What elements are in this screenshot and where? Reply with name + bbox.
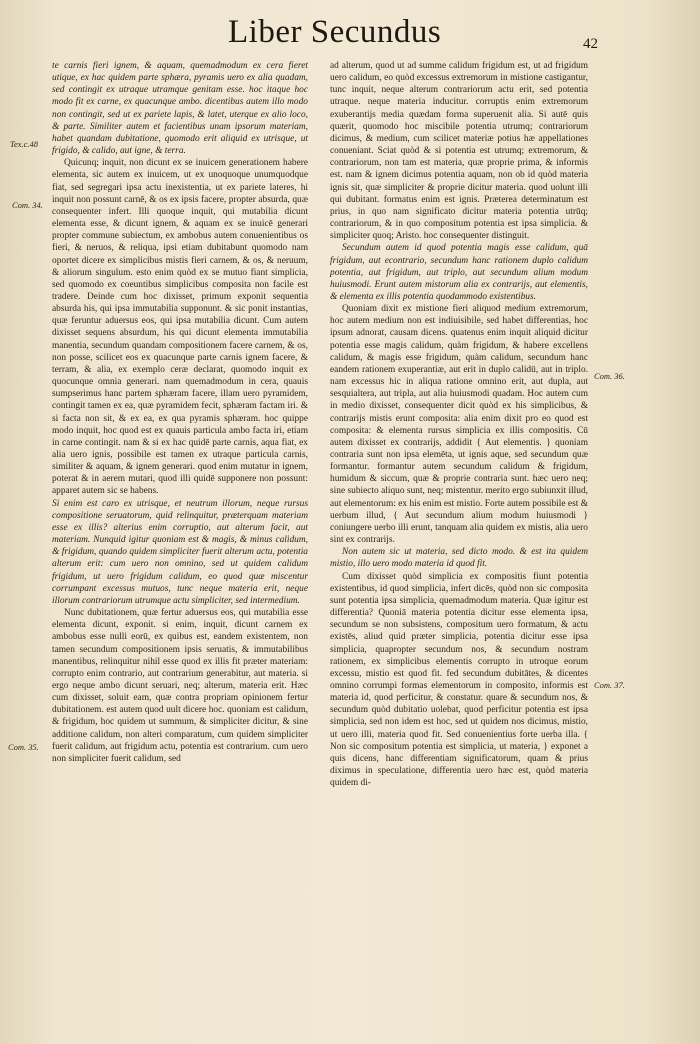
page-number: 42: [583, 36, 598, 52]
aristotle-text-paragraph: te carnis fieri ignem, & aquam, quemadmodum ex cera fieret utique, ex hac quidem parte sphæra, pyramis uero ex alia quadam, sed contingit ex utraque utramque genitam esse. hoc itaque hoc modo fit ex carne, ex quacunque ambo. dicentibus autem illo modo non contingit, sed ut ex pariete lapis, & latet, uterque ex alio loco, & parte. Similiter autem et facientibus unam ipsorum materiam, habet quandam dubitatione, quomodo erit aliquid ex utrisque, ut frigido, & calido, aut igne, & terra.: [52, 61, 308, 157]
margin-note-commentary-37: Com. 37.: [594, 680, 625, 690]
commentary-paragraph: Quoniam dixit ex mistione fieri aliquod medium extremorum, hoc autem medium non est indiuisibile, sed habet differentias, hoc ipsum adnorat, causam dicens. quatenus enim inquit aliquid dicitur potentia esse magis calidum, quàm frigidum, & habere excellens calidum, & magis esse frigidum, quàm calidum, secundum hanc eandem rationem exuperantiæ, aut erit in duplo calidū, aut in triplo. nam excessus hic in aliqua ratione omnino erit, aut dupla, aut sesquialtera, aut tripla, aut alia huiusmodi quadam. Hoc autem cum in medio dixisset, consequenter dicit quòd ex his simplicibus, & contrarijs mistis erunt composita: alia enim dixit pro eo quod est composita: & elementa rursus simplicia ex illis compositis. Cū autem dixisset ex contrarijs, addidit { Aut elementis. } quoniam contraria sunt non ipsa elemēta, ut ignis aque, sed secundum quæ formantur. formantur autem secundum calidum & frigidum, humidum & siccum, quæ & proprie contraria sunt. hæc uero neq; sine subiecto aliquo sunt, neq; mistentur. merito ergo subiunxit illud, aut elementorum: ex his enim est mistio. Forte autem possibile est & uerbum illud, { Aut secundum alium modum huiusmodi } coniungere uerbo illi erunt, tanquam alia quidem ex mistis, alia uero sint ex contrarijs.: [330, 304, 588, 546]
running-header-title: Liber Secundus: [228, 14, 442, 50]
aristotle-text-paragraph: Non autem sic ut materia, sed dicto modo. & est ita quidem mistio, illo uero modo materia id quod fit.: [330, 547, 588, 570]
right-text-column: [330, 60, 588, 789]
commentary-paragraph: Nunc dubitationem, quæ fertur aduersus eos, qui mutabilia esse elementa dicunt, exponit. si enim, inquit, dicunt carnem ex ambobus esse nulli eorū, ex quibus est, eandem existentem, non tamen secundum compositionem ipsis seruatis, & immutabilibus manentibus, relinquitur nihil esse quod ex illis fit præter materiam: corrupto enim contrario, aut contrarium generabitur, aut materia. si ergo neque ambo dicunt seruari, neq; alterum, materia erit. Hæc cum dixisset, soluit eam, quæ contra propriam opinionem fertur dubitationem. est autem quod uult dicere hoc. quoniam est calidum, & frigidum, hoc quidem ut summum, & simpliciter dicitur, & sine additione calidum, non alteri comparatum, cum quidem simpliciter fuerit calidum, aut frigidum actu, potentia est contrarium. cum uero non simpliciter fuerit calidum, sed: [52, 608, 308, 764]
commentary-paragraph: Cum dixisset quòd simplicia ex compositis fiunt potentia existentibus, id quod simplicia, infert dicēs, quòd non sic composita sunt potentia ipsa simplicia, quemadmodum materia. Quæ igitur est differentia? Quoniā materia potentia dicitur esse elementa ipsa, secundum se non subsistens, compositum uero formatum, & actu existēs, aliud quid præter simplicia, potentia dicitur esse ipsa simplicia, quapropter secundum nos, & secundum nostram rationem, ex simplicibus elementis corrupto in utroque eorum excessu, mistio est quod fit. fed secundum dubitātes, & dicentes omnino corrumpi formas elementorum in composito, informis est materia id, quod perficitur, & constatur. quare & secundum nos, & secundum quòd dubitatio uolebat, quod perficitur potentia est ipsa simplicia, sed non idem est hoc, sed ut quidem nos dicimus, mistio, ut uero illi, materia quod fit. Sed conuenientius forte uerba illa. { Non sic compositum potentia est simplicia, ut materia, } exponet a quis dicens, hanc differentiam significatorum, quam & prius diximus in speculatione, differentia uero hæc est, quòd materia quidem di-: [330, 571, 588, 789]
margin-note-commentary-35: Com. 35.: [8, 742, 39, 752]
aristotle-text-paragraph: Si enim est caro ex utrisque, et neutrum illorum, neque rursus compositione seruatorum, quid relinquitur, præterquam materiam esse ex illis? alterius enim corruptio, aut alterum facit, aut materiam. Nunquid igitur quoniam est & magis, & minus calidum, & frigidum, quando quidem simpliciter fuerit alterum actu, potentia alterum erit: cum uero non omnino, sed ut quidem calidum frigidum, ut uero frigidum calidum, eo quod quæ miscentur corrumpant excessus mutuos, tunc neque materia erit, neque illorum contrariorum utrumque actu simpliciter, sed intermedium.: [52, 498, 308, 606]
commentary-paragraph: ad alterum, quod ut ad summe calidum frigidum est, ut ad frigidum uero calidum, eo quòd excessus extremorum in mistione castigantur, tunc inquit, neque alterum contrariorum actu erit, sed potentia utraque. neque materia inducitur. corruptis enim extremorum exuberantijs media quædam forma superuenit alia. Si autē quis quærit, quomodo hoc miscibile potentia utrumq; contrariorum dicimus, & medium, cum scilicet materiæ potius hæ appellationes conueniant. Sciat quòd & si potentia est utrumq; extremorum, & contrariorum, non tam est materia, quæ proprie prima, & informis est. nam & ignem dicimus potentia aquam, non ob id quòd materia ignis sit, quæ simpliciter & proprie dicitur materia. quod uolunt illi qui dubitant. formatus enim est ignis. Præterea determinatum est prius, in quo nam significato dicitur materia potentia utrūq; contrariorum, & in quo compositum potentia est ipsa simplicia. & simpliciter quoq; Aristo. hoc consequenter distinguit.: [330, 61, 588, 242]
margin-note-commentary-36: Com. 36.: [594, 371, 625, 381]
aristotle-text-paragraph: Secundum autem id quod potentia magis esse calidum, quā frigidum, aut econtrario, secundum hanc rationem duplo calidum potentia, aut frigidum, aut triplo, aut secundum alium modum huiusmodi. Erunt autem mistorum alia ex contrarijs, aut elementis, & elementa ex illis potentia quodammodo existentibus.: [330, 243, 588, 302]
margin-note-text-reference: Tex.c.48: [10, 139, 39, 149]
margin-note-commentary-34: Com. 34.: [12, 200, 43, 210]
commentary-paragraph: Quicunq; inquit, non dicunt ex se inuicem generationem habere elementa, sic autem ex inuicem, ut ex unoquoque unumquodque fiat, sed segregari ipsa actu inexistentia, ut ex pariete lateres, hi inquit non possunt carnē, & os ex ipsis facere, propter absurda, quæ consequenter infert. Illi quoque inquit, qui mutabilia dicunt elementa esse, & dicunt ignem, & aquam ex se inuicē generari propter commune subiectum, ex ambobus autem conuenientibus os fieri, & neruos, & reliqua, ipsi etiam dubitabunt quomodo nam oportet dicere ex simplicibus mistis fieri carnem, & os, & neruum, & aliorum singulum. esto enim quòd ex se mutuo fiant simplicia, sed quomodo ex coeuntibus simplicibus composita non facile est tradere. Deinde cum hoc dixisset, primum exponit sequentia absurda his, qui ipsa immutabilia supponunt. & sic ponit instantias, quæ feruntur aduersus eos, qui ipsa mutabilia dicunt. Cum autem dixisset sequens absurdum, his qui dicunt elementa immutabilia manentia, secundum quandam compositionem facere carnem, & os, non posse, scilicet eos ex quacunque parte carnis ignem facere, & terram, & alia, ex exemplo ceræ declarat, quomodo inquit ex quocunque omnia generari. nam quemadmodum in cera, quauis sumpserimus hanc partem sphæram facere, illam uero pyramidem, contingit tamen ex ea, quæ pyramidem fecit, sphæram factam iri. & si facta non sit, & ex ea, ex qua pyramis sphæram. hoc quippe modo inquit, hoc quod est ex quauis particula ambo facta iri, etiam in carne contingit. nam & si ex hac quidē parte carnis, aqua fiat, ex alia uero ignis, possibile est tamen ex utraque particula carnis, similiter & aquam, & ignem generari. quod enim mutatur in ignem, poterat & in aerem mutari, quod illi quidē supponere non possunt: apparet autem sic se habens.: [52, 158, 308, 497]
left-text-column: [52, 60, 308, 765]
